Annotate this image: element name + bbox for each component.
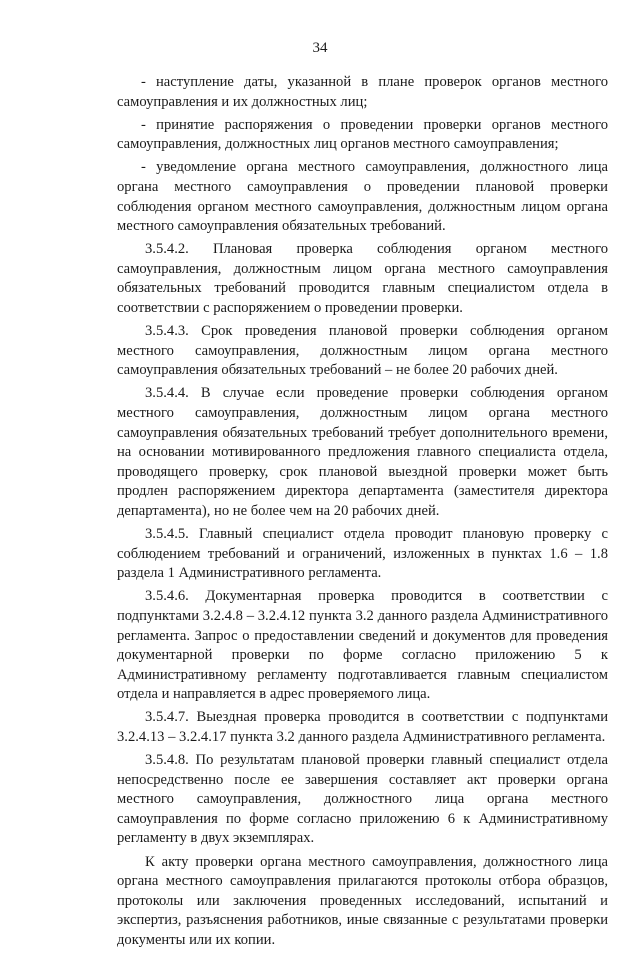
paragraph-attachments: К акту проверки органа местного самоуправления, должностного лица органа местного самоуправления прилагаются протоколы отбора образцов, протоколы или заключения проведенных исследований, испытаний и экспертиз, разъяснения работников, иные связанные с результатами проверки документы или их копии. xyxy=(117,853,608,948)
list-item-order-issued: - принятие распоряжения о проведении проверки органов местного самоуправления, должностных лиц органов местного самоуправления; xyxy=(117,116,608,153)
paragraph-3-5-4-2: 3.5.4.2. Плановая проверка соблюдения органом местного самоуправления, должностным лицом органа местного самоуправления обязательных требований проводится главным специалистом отдела в соответствии с распоряжением о проведении проверки. xyxy=(117,241,608,317)
list-item-date-reached: - наступление даты, указанной в плане проверок органов местного самоуправления и их должностных лиц; xyxy=(117,74,608,110)
list-item-notification: - уведомление органа местного самоуправления, должностного лица органа местного самоуправления о проведении плановой проверки соблюдения органом местного самоуправления, должностным лицом органа местного самоуправления обязательных требований. xyxy=(117,159,608,235)
page-number: 34 xyxy=(312,40,328,56)
paragraph-3-5-4-5: 3.5.4.5. Главный специалист отдела проводит плановую проверку с соблюдением требований и ограничений, изложенных в пунктах 1.6 – 1.8 раздела 1 Административного регламента. xyxy=(117,526,608,582)
paragraph-3-5-4-3: 3.5.4.3. Срок проведения плановой проверки соблюдения органом местного самоуправления, должностным лицом органа местного самоуправления обязательных требований – не более 20 рабочих дней. xyxy=(117,323,608,379)
paragraph-3-5-4-8: 3.5.4.8. По результатам плановой проверки главный специалист отдела непосредственно после ее завершения составляет акт проверки органа местного самоуправления, должностного лица органа местного самоуправления по форме согласно приложению 6 к Административному регламенту в двух экземплярах. xyxy=(117,752,608,847)
paragraph-3-5-4-7: 3.5.4.7. Выездная проверка проводится в соответствии с подпунктами 3.2.4.13 – 3.2.4.17 пункта 3.2 данного раздела Административного регламента. xyxy=(117,709,608,745)
document-body xyxy=(117,73,608,954)
paragraph-3-5-4-4: 3.5.4.4. В случае если проведение проверки соблюдения органом местного самоуправления, должностным лицом органа местного самоуправления обязательных требований требует дополнительного времени, на основании мотивированного предложения главного специалиста отдела, проводящего проверку, срок плановой выездной проверки может быть продлен распоряжением директора департамента (заместителя директора департамента), но не более чем на 20 рабочих дней. xyxy=(117,385,608,519)
paragraph-3-5-4-6: 3.5.4.6. Документарная проверка проводится в соответствии с подпунктами 3.2.4.8 – 3.2.4.12 пункта 3.2 данного раздела Административного регламента. Запрос о предоставлении сведений и документов для проведения документарной проверки по форме согласно приложению 5 к Административному регламенту подготавливается главным специалистом отдела и направляется в адрес проверяемого лица. xyxy=(117,588,608,703)
